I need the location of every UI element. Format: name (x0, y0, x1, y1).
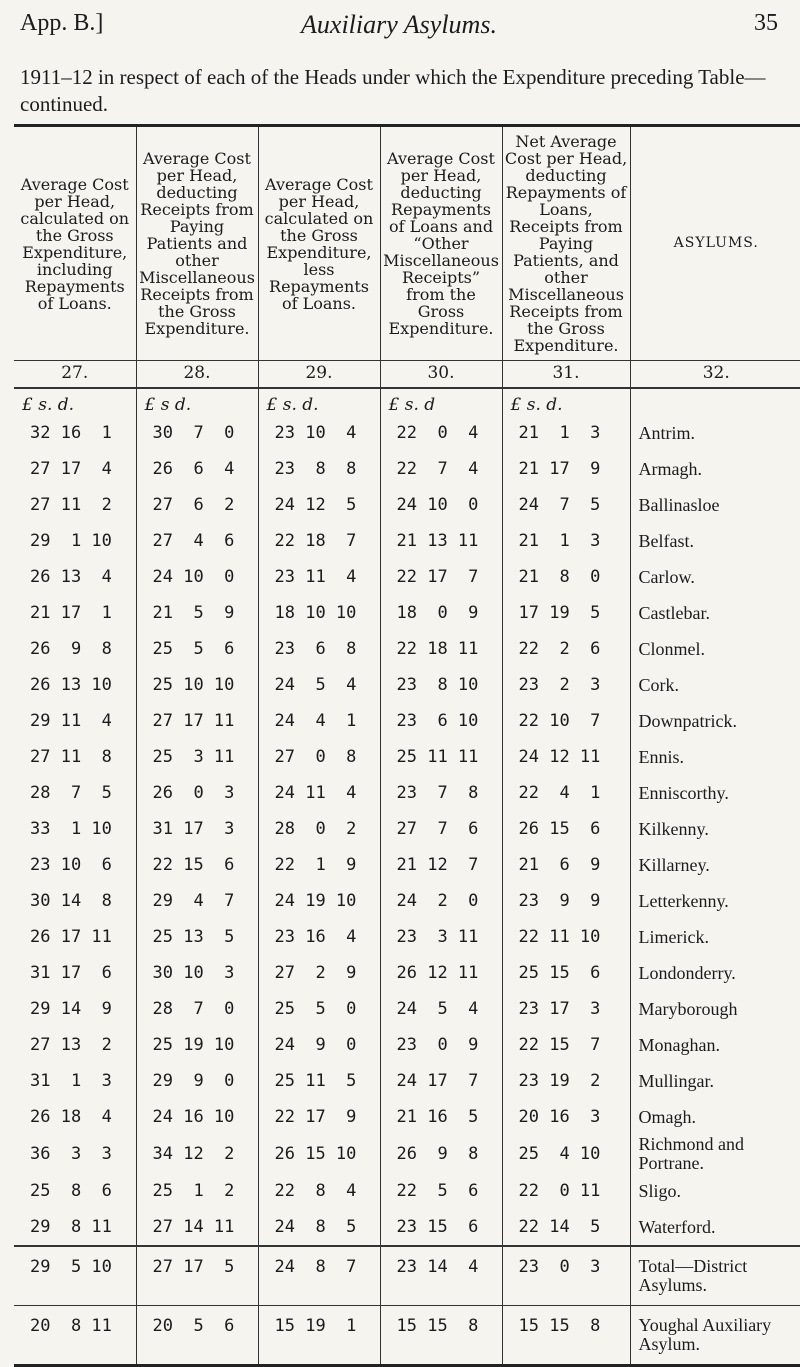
table-cell: 21 1 3 (502, 523, 630, 559)
column-header-30: Average Cost per Head, deducting Repayments of Loans and “Other Miscellaneous Receipts” from the Gross Expenditure. (380, 126, 502, 361)
table-cell: 22 15 7 (502, 1027, 630, 1063)
table-cell: 23 3 11 (380, 919, 502, 955)
table-cell: 22 14 5 (502, 1209, 630, 1246)
table-cell: 27 11 8 (14, 739, 136, 775)
table-cell: 34 12 2 (136, 1135, 258, 1173)
table-cell: 22 10 7 (502, 703, 630, 739)
page-number: 35 (754, 10, 778, 36)
table-cell: 21 8 0 (502, 559, 630, 595)
table-cell: 15 19 1 (258, 1306, 380, 1366)
table-cell: 22 7 4 (380, 451, 502, 487)
table-cell: 23 0 9 (380, 1027, 502, 1063)
table-cell: 25 5 0 (258, 991, 380, 1027)
asylum-name: Cork. (638, 674, 679, 695)
table-cell: 22 11 10 (502, 919, 630, 955)
asylum-name: Letterkenny. (638, 890, 729, 911)
column-number: 32. (630, 361, 800, 389)
asylum-name: Limerick. (638, 926, 709, 947)
table-cell: 21 16 5 (380, 1099, 502, 1135)
table-row (14, 415, 800, 451)
table-row (14, 1173, 800, 1209)
table-cell: 26 15 6 (502, 811, 630, 847)
table-cell: 28 7 0 (136, 991, 258, 1027)
asylum-name: Maryborough (638, 998, 738, 1019)
running-head (20, 10, 778, 40)
table-cell: 21 17 1 (14, 595, 136, 631)
asylum-name: Enniscorthy. (638, 782, 729, 803)
table-cell: 22 18 7 (258, 523, 380, 559)
running-title: Auxiliary Asylums. (301, 10, 497, 39)
table-cell: 24 12 11 (502, 739, 630, 775)
table-cell: 23 11 4 (258, 559, 380, 595)
table-row (14, 991, 800, 1027)
table-cell: 27 7 6 (380, 811, 502, 847)
table-cell: 25 8 6 (14, 1173, 136, 1209)
table-cell: 25 11 5 (258, 1063, 380, 1099)
table-cell: 21 5 9 (136, 595, 258, 631)
asylum-name: Monaghan. (638, 1034, 720, 1055)
table-cell: 23 10 6 (14, 847, 136, 883)
table-cell: 29 9 0 (136, 1063, 258, 1099)
table-cell: 17 19 5 (502, 595, 630, 631)
table-cell: 22 17 9 (258, 1099, 380, 1135)
table-cell: 25 3 11 (136, 739, 258, 775)
table-cell: 23 19 2 (502, 1063, 630, 1099)
asylum-name: Total—District Asylums. (630, 1246, 800, 1306)
asylum-name: Londonderry. (638, 962, 736, 983)
table-cell: 24 11 4 (258, 775, 380, 811)
table-cell: 23 15 6 (380, 1209, 502, 1246)
table-cell: 27 4 6 (136, 523, 258, 559)
table-row (14, 667, 800, 703)
table-cell: 18 10 10 (258, 595, 380, 631)
table-cell: 29 8 11 (14, 1209, 136, 1246)
table-cell: 24 7 5 (502, 487, 630, 523)
table-cell: 24 10 0 (380, 487, 502, 523)
asylum-name: Ballinasloe (638, 494, 720, 515)
table-cell: 24 9 0 (258, 1027, 380, 1063)
asylum-name: Castlebar. (638, 602, 710, 623)
table-cell: 27 11 2 (14, 487, 136, 523)
table-row (14, 1099, 800, 1135)
column-header-31: Net Average Cost per Head, deducting Repayments of Loans, Receipts from Paying Patients, and other Miscellaneous Receipts from the Gross Expenditure. (502, 126, 630, 361)
table-cell: 30 10 3 (136, 955, 258, 991)
table-cell: 26 15 10 (258, 1135, 380, 1173)
table-cell: 24 16 10 (136, 1099, 258, 1135)
asylum-name: Mullingar. (638, 1070, 714, 1091)
currency-units: £ s. d. (14, 388, 136, 415)
table-cell: 20 8 11 (14, 1306, 136, 1366)
table-cell: 31 17 3 (136, 811, 258, 847)
table-cell: 27 2 9 (258, 955, 380, 991)
table-cell: 23 17 3 (502, 991, 630, 1027)
table-row (14, 1027, 800, 1063)
table-cell: 29 14 9 (14, 991, 136, 1027)
table-row (14, 775, 800, 811)
table-cell: 28 0 2 (258, 811, 380, 847)
asylum-name: Antrim. (638, 422, 695, 443)
table-cell: 31 17 6 (14, 955, 136, 991)
table-row (14, 631, 800, 667)
asylum-name: Belfast. (638, 530, 694, 551)
table-cell: 24 12 5 (258, 487, 380, 523)
table-cell: 21 17 9 (502, 451, 630, 487)
column-header-28: Average Cost per Head, deducting Receipts from Paying Patients and other Miscellaneous Receipts from the Gross Expenditure. (136, 126, 258, 361)
table-cell: 27 14 11 (136, 1209, 258, 1246)
table-cell: 25 4 10 (502, 1135, 630, 1173)
table-row (14, 595, 800, 631)
table-cell: 23 10 4 (258, 415, 380, 451)
table-cell: 31 1 3 (14, 1063, 136, 1099)
table-cell: 23 6 8 (258, 631, 380, 667)
table-cell: 26 18 4 (14, 1099, 136, 1135)
table-cell: 21 13 11 (380, 523, 502, 559)
table-row (14, 811, 800, 847)
table-cell: 24 8 7 (258, 1246, 380, 1306)
currency-units: £ s d. (136, 388, 258, 415)
column-header-27: Average Cost per Head, calculated on the Gross Expenditure, including Repayments of Loans. (14, 126, 136, 361)
asylum-name: Kilkenny. (638, 818, 709, 839)
column-number: 30. (380, 361, 502, 389)
column-header-29: Average Cost per Head, calculated on the Gross Expenditure, less Repayments of Loans. (258, 126, 380, 361)
table-row (14, 1209, 800, 1246)
table-cell: 27 17 4 (14, 451, 136, 487)
table-cell: 27 6 2 (136, 487, 258, 523)
table-cell: 25 11 11 (380, 739, 502, 775)
table-cell: 18 0 9 (380, 595, 502, 631)
table-cell: 36 3 3 (14, 1135, 136, 1173)
asylum-name: Waterford. (638, 1216, 716, 1237)
table-cell: 21 6 9 (502, 847, 630, 883)
table-caption: 1911–12 in respect of each of the Heads under which the Expenditure preceding Table—continued. (20, 65, 766, 116)
table-cell: 28 7 5 (14, 775, 136, 811)
table-cell: 21 1 3 (502, 415, 630, 451)
table-cell: 29 11 4 (14, 703, 136, 739)
table-cell: 23 9 9 (502, 883, 630, 919)
table-cell: 29 5 10 (14, 1246, 136, 1306)
youghal-row (14, 1306, 800, 1366)
table-cell: 24 5 4 (258, 667, 380, 703)
table-cell: 22 0 11 (502, 1173, 630, 1209)
table-cell: 26 12 11 (380, 955, 502, 991)
currency-units: £ s. d (380, 388, 502, 415)
table-cell: 23 8 10 (380, 667, 502, 703)
asylum-name: Youghal Auxiliary Asylum. (630, 1306, 800, 1366)
column-number: 27. (14, 361, 136, 389)
table-cell: 26 13 4 (14, 559, 136, 595)
asylum-name: Sligo. (638, 1180, 682, 1201)
table-cell: 23 8 8 (258, 451, 380, 487)
table-cell: 22 5 6 (380, 1173, 502, 1209)
expenditure-table (14, 124, 800, 1367)
table-cell: 24 17 7 (380, 1063, 502, 1099)
table-cell: 22 8 4 (258, 1173, 380, 1209)
table-cell: 27 17 11 (136, 703, 258, 739)
table-cell: 22 15 6 (136, 847, 258, 883)
table-row (14, 487, 800, 523)
currency-units: £ s. d. (258, 388, 380, 415)
table-cell: 22 0 4 (380, 415, 502, 451)
table-row (14, 523, 800, 559)
asylum-name: Clonmel. (638, 638, 705, 659)
table-row (14, 451, 800, 487)
table-cell: 25 10 10 (136, 667, 258, 703)
table-cell: 26 9 8 (14, 631, 136, 667)
table-row (14, 559, 800, 595)
asylum-name: Killarney. (638, 854, 710, 875)
table-cell: 25 5 6 (136, 631, 258, 667)
table-row (14, 1135, 800, 1173)
table-cell: 25 15 6 (502, 955, 630, 991)
table-cell: 24 8 5 (258, 1209, 380, 1246)
asylum-name: Armagh. (638, 458, 702, 479)
table-cell: 23 6 10 (380, 703, 502, 739)
table-row (14, 919, 800, 955)
total-row (14, 1246, 800, 1306)
table-cell: 23 16 4 (258, 919, 380, 955)
currency-units: £ s. d. (502, 388, 630, 415)
currency-units (630, 388, 800, 415)
table-cell: 23 14 4 (380, 1246, 502, 1306)
table-cell: 23 0 3 (502, 1246, 630, 1306)
table-cell: 22 1 9 (258, 847, 380, 883)
page-section-label: App. B.] (20, 10, 104, 36)
table-row (14, 1063, 800, 1099)
table-cell: 25 13 5 (136, 919, 258, 955)
table-cell: 25 19 10 (136, 1027, 258, 1063)
table-cell: 20 16 3 (502, 1099, 630, 1135)
column-header-asylums: ASYLUMS. (630, 126, 800, 361)
table-cell: 24 19 10 (258, 883, 380, 919)
table-cell: 23 7 8 (380, 775, 502, 811)
table-cell: 24 2 0 (380, 883, 502, 919)
table-row (14, 703, 800, 739)
table-cell: 26 13 10 (14, 667, 136, 703)
table-cell: 32 16 1 (14, 415, 136, 451)
column-number: 28. (136, 361, 258, 389)
table-cell: 30 7 0 (136, 415, 258, 451)
table-cell: 22 17 7 (380, 559, 502, 595)
asylum-name: Carlow. (638, 566, 695, 587)
table-row (14, 739, 800, 775)
table-cell: 26 0 3 (136, 775, 258, 811)
asylum-name: Omagh. (638, 1106, 696, 1127)
table-cell: 22 18 11 (380, 631, 502, 667)
asylum-name: Richmond and Portrane. (638, 1134, 744, 1173)
table-cell: 27 17 5 (136, 1246, 258, 1306)
table-row (14, 847, 800, 883)
table-cell: 24 4 1 (258, 703, 380, 739)
table-cell: 22 4 1 (502, 775, 630, 811)
table-cell: 29 1 10 (14, 523, 136, 559)
table-cell: 23 2 3 (502, 667, 630, 703)
table-cell: 25 1 2 (136, 1173, 258, 1209)
column-number: 31. (502, 361, 630, 389)
column-number: 29. (258, 361, 380, 389)
table-cell: 29 4 7 (136, 883, 258, 919)
asylum-name: Downpatrick. (638, 710, 737, 731)
table-cell: 26 17 11 (14, 919, 136, 955)
table-cell: 21 12 7 (380, 847, 502, 883)
asylum-name: Ennis. (638, 746, 685, 767)
table-cell: 33 1 10 (14, 811, 136, 847)
table-cell: 24 10 0 (136, 559, 258, 595)
table-cell: 15 15 8 (502, 1306, 630, 1366)
table-cell: 27 0 8 (258, 739, 380, 775)
table-body (14, 415, 800, 1246)
table-cell: 24 5 4 (380, 991, 502, 1027)
table-cell: 22 2 6 (502, 631, 630, 667)
table-row (14, 955, 800, 991)
table-cell: 26 6 4 (136, 451, 258, 487)
table-cell: 27 13 2 (14, 1027, 136, 1063)
table-cell: 30 14 8 (14, 883, 136, 919)
table-cell: 15 15 8 (380, 1306, 502, 1366)
table-row (14, 883, 800, 919)
table-cell: 26 9 8 (380, 1135, 502, 1173)
table-cell: 20 5 6 (136, 1306, 258, 1366)
